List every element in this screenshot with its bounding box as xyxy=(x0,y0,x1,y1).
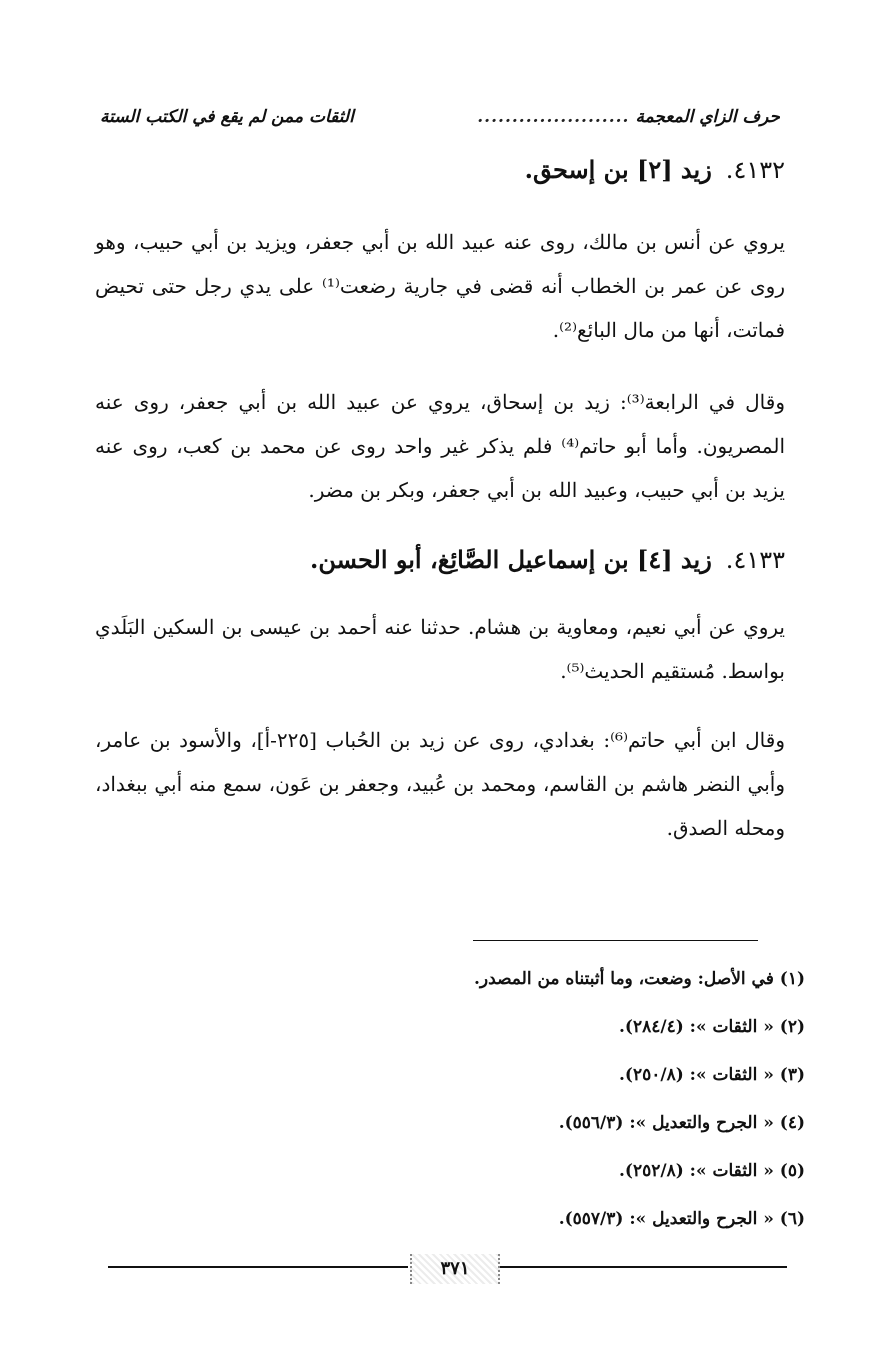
paragraph-2: وقال في الرابعة⁽³⁾: زيد بن إسحاق، يروي عن عبيد الله بن أبي جعفر، روى عنه المصريون. وأما أبو حاتم⁽⁴⁾ فلم يذكر غير واحد روى عن محمد بن كعب، روى عنه يزيد بن أبي حبيب، وعبيد الله بن أبي جعفر، وبكر بن مضر. xyxy=(95,390,785,502)
entry-number: ٤١٣٣. xyxy=(725,546,785,574)
footnote-6: (٦) « الجرح والتعديل »: (٥٥٧/٣). xyxy=(558,1209,805,1229)
page-footer-rule-right xyxy=(497,1266,787,1268)
footnote-3: (٣) « الثقات »: (٢٥٠/٨). xyxy=(619,1065,805,1085)
header-dot-leader: ...................... xyxy=(477,107,630,127)
footnote-5: (٥) « الثقات »: (٢٥٢/٨). xyxy=(619,1161,805,1181)
entry-number: ٤١٣٢. xyxy=(725,156,785,184)
entry-heading-4132 xyxy=(525,155,785,184)
header-chapter-title: حرف الزاي المعجمة xyxy=(635,107,780,127)
footnote-2: (٢) « الثقات »: (٢٨٤/٤). xyxy=(619,1017,805,1037)
entry-heading-4133 xyxy=(310,545,785,574)
paragraph-4: وقال ابن أبي حاتم⁽⁶⁾: بغدادي، روى عن زيد بن الحُباب [٢٢٥-أ]، والأسود بن عامر، وأبي النضر هاشم بن القاسم، ومحمد بن عُبيد، وجعفر بن عَون، سمع منه أبي ببغداد، ومحله الصدق. xyxy=(95,728,785,840)
footnotes xyxy=(105,955,805,1243)
entry-title: زيد [٤] بن إسماعيل الصَّائِغ، أبو الحسن. xyxy=(309,545,712,574)
page-footer-rule-left xyxy=(108,1266,408,1268)
footnote-4: (٤) « الجرح والتعديل »: (٥٥٦/٣). xyxy=(558,1113,805,1133)
paragraph-1: يروي عن أنس بن مالك، روى عنه عبيد الله بن أبي جعفر، ويزيد بن أبي حبيب، وهو روى عن عمر بن الخطاب أنه قضى في جارية رضعت⁽¹⁾ على يدي رجل حتى تحيض فماتت، أنها من مال البائع⁽²⁾. xyxy=(95,230,785,342)
page-number: ٣٧١ xyxy=(410,1254,500,1284)
entry-title: زيد [٢] بن إسحق. xyxy=(524,155,712,184)
paragraph-3: يروي عن أبي نعيم، ومعاوية بن هشام. حدثنا عنه أحمد بن عيسى بن السكين البَلَدي بواسط. مُستقيم الحديث⁽⁵⁾. xyxy=(95,615,785,683)
header-book-title: الثقات ممن لم يقع في الكتب الستة xyxy=(100,107,354,127)
footnote-separator xyxy=(473,940,758,941)
footnote-1: (١) في الأصل: وضعت، وما أثبتناه من المصدر. xyxy=(474,969,805,989)
running-header xyxy=(100,100,780,134)
